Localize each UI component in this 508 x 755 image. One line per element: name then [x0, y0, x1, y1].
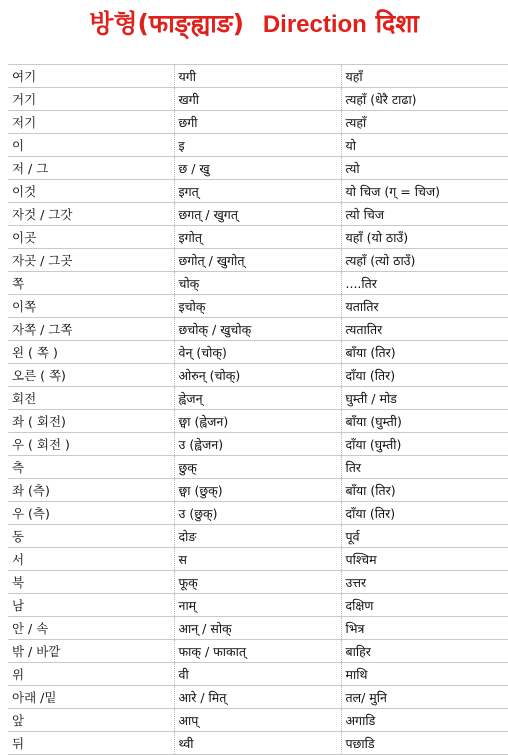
pronunciation-cell: आप्	[174, 709, 341, 732]
table-row	[8, 318, 508, 341]
table-row	[8, 433, 508, 456]
table-row	[8, 180, 508, 203]
nepali-cell: दक्षिण	[341, 594, 508, 617]
page-title	[0, 6, 508, 43]
korean-cell: 측	[8, 456, 174, 479]
table-row	[8, 617, 508, 640]
table-row	[8, 709, 508, 732]
korean-cell: 자곳 / 그곳	[8, 249, 174, 272]
korean-cell: 자쪽 / 그쪽	[8, 318, 174, 341]
table-row	[8, 111, 508, 134]
korean-cell: 좌 ( 회전)	[8, 410, 174, 433]
nepali-cell: त्यो	[341, 157, 508, 180]
nepali-cell: दाँया (तिर)	[341, 364, 508, 387]
korean-cell: 이곳	[8, 226, 174, 249]
korean-cell: 우 (측)	[8, 502, 174, 525]
table-row	[8, 525, 508, 548]
pronunciation-cell: वेन् (चोक्)	[174, 341, 341, 364]
pronunciation-cell: छगत् / खुगत्	[174, 203, 341, 226]
nepali-cell: बाहिर	[341, 640, 508, 663]
pronunciation-cell: ओरुन् (चोक्)	[174, 364, 341, 387]
korean-cell: 우 ( 회전 )	[8, 433, 174, 456]
table-row	[8, 226, 508, 249]
korean-cell: 쪽	[8, 272, 174, 295]
table-row	[8, 387, 508, 410]
nepali-cell: त्यहाँ (त्यो ठाउँ)	[341, 249, 508, 272]
pronunciation-cell: स	[174, 548, 341, 571]
nepali-cell: दाँया (तिर)	[341, 502, 508, 525]
korean-cell: 좌 (측)	[8, 479, 174, 502]
table-row	[8, 88, 508, 111]
pronunciation-cell: फूक्	[174, 571, 341, 594]
pronunciation-cell: छ्वा (छुक्)	[174, 479, 341, 502]
table-row	[8, 686, 508, 709]
korean-cell: 밖 / 바깥	[8, 640, 174, 663]
nepali-cell: यहाँ	[341, 65, 508, 88]
pronunciation-cell: छ / खु	[174, 157, 341, 180]
table-row	[8, 295, 508, 318]
pronunciation-cell: इगत्	[174, 180, 341, 203]
table-row	[8, 548, 508, 571]
nepali-cell: पश्चिम	[341, 548, 508, 571]
pronunciation-cell: ह्वेजन्	[174, 387, 341, 410]
pronunciation-cell: थ्वी	[174, 732, 341, 755]
nepali-cell: बाँया (तिर)	[341, 479, 508, 502]
pronunciation-cell: आन् / सोक्	[174, 617, 341, 640]
table-row	[8, 663, 508, 686]
pronunciation-cell: दोङ	[174, 525, 341, 548]
nepali-cell: बाँया (घुम्ती)	[341, 410, 508, 433]
table-row	[8, 65, 508, 88]
nepali-cell: घुम्ती / मोड	[341, 387, 508, 410]
title-english: Direction	[262, 11, 367, 38]
pronunciation-cell: छचोक् / खुचोक्	[174, 318, 341, 341]
nepali-cell: माथि	[341, 663, 508, 686]
korean-cell: 아래 /밑	[8, 686, 174, 709]
table-row	[8, 134, 508, 157]
table-row	[8, 502, 508, 525]
table-row	[8, 157, 508, 180]
korean-cell: 서	[8, 548, 174, 571]
vocabulary-table	[8, 64, 508, 755]
table-row	[8, 640, 508, 663]
table-row	[8, 456, 508, 479]
korean-cell: 앞	[8, 709, 174, 732]
pronunciation-cell: खगी	[174, 88, 341, 111]
korean-cell: 동	[8, 525, 174, 548]
table-row	[8, 479, 508, 502]
pronunciation-cell: वी	[174, 663, 341, 686]
table-row	[8, 364, 508, 387]
nepali-cell: उत्तर	[341, 571, 508, 594]
nepali-cell: ....तिर	[341, 272, 508, 295]
title-nepali: दिशा	[375, 9, 419, 38]
nepali-cell: पछाडि	[341, 732, 508, 755]
pronunciation-cell: इ	[174, 134, 341, 157]
nepali-cell: यो चिज (ग्‌ = चिज)	[341, 180, 508, 203]
korean-cell: 자것 / 그갓	[8, 203, 174, 226]
korean-cell: 안 / 속	[8, 617, 174, 640]
nepali-cell: बाँया (तिर)	[341, 341, 508, 364]
title-korean: 방형(फाङ्ह्याङ)	[89, 9, 245, 38]
nepali-cell: यतातिर	[341, 295, 508, 318]
nepali-cell: अगाडि	[341, 709, 508, 732]
korean-cell: 뒤	[8, 732, 174, 755]
pronunciation-cell: उ (छुक्)	[174, 502, 341, 525]
nepali-cell: पूर्व	[341, 525, 508, 548]
pronunciation-cell: उ (ह्वेजन)	[174, 433, 341, 456]
table-row	[8, 410, 508, 433]
nepali-cell: त्यहाँ	[341, 111, 508, 134]
pronunciation-cell: छुक्	[174, 456, 341, 479]
korean-cell: 이쪽	[8, 295, 174, 318]
pronunciation-cell: छ्वा (ह्वेजन)	[174, 410, 341, 433]
korean-cell: 저 / 그	[8, 157, 174, 180]
korean-cell: 북	[8, 571, 174, 594]
nepali-cell: यहाँ (यो ठाउँ)	[341, 226, 508, 249]
korean-cell: 저기	[8, 111, 174, 134]
nepali-cell: दाँया (घुम्ती)	[341, 433, 508, 456]
korean-cell: 회전	[8, 387, 174, 410]
pronunciation-cell: इचोक्	[174, 295, 341, 318]
nepali-cell: त्यतातिर	[341, 318, 508, 341]
pronunciation-cell: नाम्	[174, 594, 341, 617]
pronunciation-cell: यगी	[174, 65, 341, 88]
nepali-cell: भित्र	[341, 617, 508, 640]
pronunciation-cell: चोक्	[174, 272, 341, 295]
pronunciation-cell: छगी	[174, 111, 341, 134]
korean-cell: 이것	[8, 180, 174, 203]
korean-cell: 왼 ( 쪽 )	[8, 341, 174, 364]
korean-cell: 남	[8, 594, 174, 617]
pronunciation-cell: आरे / मित्	[174, 686, 341, 709]
korean-cell: 거기	[8, 88, 174, 111]
korean-cell: 이	[8, 134, 174, 157]
pronunciation-cell: फाक् / फाकात्	[174, 640, 341, 663]
table-row	[8, 272, 508, 295]
korean-cell: 위	[8, 663, 174, 686]
table-row	[8, 571, 508, 594]
korean-cell: 여기	[8, 65, 174, 88]
table-row	[8, 203, 508, 226]
pronunciation-cell: छगोत् / खुगोत्	[174, 249, 341, 272]
table-row	[8, 249, 508, 272]
nepali-cell: तल/ मुनि	[341, 686, 508, 709]
korean-cell: 오른 ( 쪽)	[8, 364, 174, 387]
nepali-cell: यो	[341, 134, 508, 157]
nepali-cell: त्यहाँ (धेरै टाढा)	[341, 88, 508, 111]
table-row	[8, 732, 508, 755]
nepali-cell: तिर	[341, 456, 508, 479]
table-row	[8, 594, 508, 617]
nepali-cell: त्यो चिज	[341, 203, 508, 226]
pronunciation-cell: इगोत्	[174, 226, 341, 249]
table-row	[8, 341, 508, 364]
